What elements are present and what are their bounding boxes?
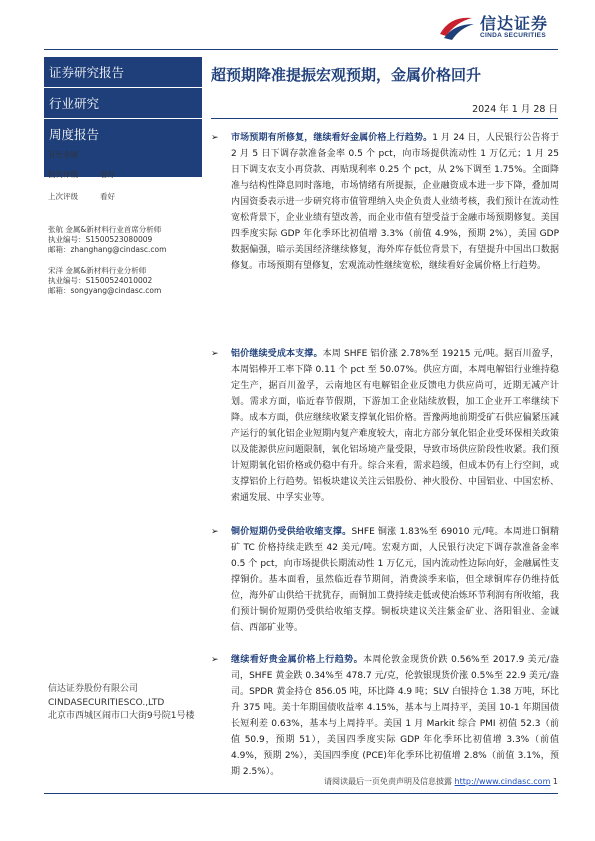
bullet-point <box>211 652 559 780</box>
previous-rating-value: 看好 <box>100 192 115 201</box>
footer-rule <box>44 793 558 794</box>
cinda-logo <box>436 10 586 44</box>
bullet-body: SHFE 铜涨 1.83%至 69010 元/吨。本周进口铜精矿 TC 价格持续走跌至 42 美元/吨。宏观方面，人民银行决定下调存款准备金率 0.5 个 pct，向市场提供长期流动性 1 万亿元，国内流动性边际向好，金融属性支撑铜价。基本面看，虽然临近春节期间，消费淡季来临，但全球铜库存仍维持低位，海外矿山供给干扰犹存，而铜加工费持续走低或使冶炼环节利润有所收缩，我们预计铜价短期仍受供给收缩支撑。铜板块建议关注紫金矿业、洛阳钼业、金诚信、西部矿业等。 <box>231 527 559 633</box>
report-category: 证券研究报告 <box>49 65 125 80</box>
bullet-heading: 铜价短期仍受供给收缩支撑。 <box>231 527 352 537</box>
bullet-paragraph <box>231 652 559 780</box>
company-name: 信达证券股份有限公司 <box>48 684 139 694</box>
analyst-email[interactable]: 邮箱：zhanghang@cindasc.com <box>48 245 167 254</box>
cinda-logo-mark-icon <box>436 12 476 42</box>
company-address: 北京市西城区闹市口大街9号院1号楼 <box>48 711 195 722</box>
bullet-body: 1 月 24 日，人民银行公告将于 2 月 5 日下调存款准备金率 0.5 个 pct，向市场提供流动性 1 万亿元；1 月 25 日下调支农支小再贷款、再贴现利率 0.25 个 pct，从 2%下调至 1.75%。全面降准与结构性降息同时落地，市场情绪有所提振，企业融资成本进一步下降，叠加周内国资委表示进一步研究将市值管理纳入央企负责人业绩考核，我们预计在流动性宽松背景下，企业业绩有望改善，而企业市值有望受益于金融市场预期修复。美国四季度实际 GDP 年化季环比初值增 3.3%（前值 4.9%，预期 2%），美国 GDP 数据偏强，暗示美国经济继续修复，海外库存低位背景下，有望提升中国出口数据修复。市场预期有望修复，宏观流动性继续宽松，继续看好金属价格上行趋势。 <box>231 133 559 271</box>
analyst-name-title: 宋洋 金属&新材料行业分析师 <box>48 266 147 275</box>
analyst-license: 执业编号：S1500523080009 <box>48 235 153 244</box>
analyst-email[interactable]: 邮箱：songyang@cindasc.com <box>48 286 162 295</box>
report-frequency: 周度报告 <box>49 127 100 142</box>
analyst-card <box>48 266 208 296</box>
disclaimer-text: 请阅读最后一页免责声明及信息披露 <box>324 777 455 786</box>
report-date: 2024 年 1 月 28 日 <box>472 104 558 115</box>
bullet-paragraph <box>231 346 559 506</box>
previous-rating-row <box>48 191 115 202</box>
header-rule <box>44 49 558 50</box>
bullet-paragraph <box>231 524 559 636</box>
bullet-body: 本周 SHFE 铝价涨 2.78%至 19215 元/吨。据百川盈孚，本周铝棒开工率下降 0.11 个 pct 至 50.07%。供应方面，本周电解铝行业维持稳定生产，据百川盈孚，云南地区有电解铝企业反馈电力供应尚可，近期无减产计划。需求方面，临近春节假期，下游加工企业陆续放假，加工企业开工率继续下降。成本方面，供应继续收紧支撑氧化铝价格。晋豫两地前期受矿石供应偏紧压减产运行的氧化铝企业短期内复产难度较大，南北方部分氧化铝企业受环保相关政策以及能源供应问题限制，氧化铝场境产量受限，导致市场供应阶段性收紧。我们预计短期氧化铝价格或仍稳中有升。综合来看，需求趋缓，但成本仍有上行空间，或支撑铝价上行趋势。铝板块建议关注云铝股份、神火股份、中国铝业、中国宏桥、索通发展、中孚实业等。 <box>231 349 559 503</box>
bullet-body: 本周伦敦金现货价跌 0.56%至 2017.9 美元/盎司，SHFE 黄金跌 0.34%至 478.7 元/克，伦敦银现货价涨 0.5%至 22.9 美元/盎司。SPDR 黄金持仓 856.05 吨，环比降 4.9 吨；SLV 白银持仓 1.38 万吨，环比升 375 吨。美十年期国债收益率 4.15%，基本与上周持平，美国 10-1 年期国债长短利差 0.63%，基本与上周持平。美国 1 月 Markit 综合 PMI 初值 52.3（前值 50.9，预期 51），美国四季度实际 GDP 年化季环比初值增 3.3%（前值 4.9%，预期 2%），美国四季度 (PCE)年化季环比初值增 2.8%（前值 3.1%，预期 2.5%）。 <box>231 655 559 777</box>
page-footer <box>324 776 558 787</box>
arrow-bullet-icon: ➢ <box>211 527 219 537</box>
bullet-heading: 铝价继续受成本支撑。 <box>231 349 323 359</box>
previous-rating-label: 上次评级 <box>48 192 78 201</box>
bullet-paragraph <box>231 130 559 274</box>
analyst-license: 执业编号：S1500524010002 <box>48 276 153 285</box>
arrow-bullet-icon: ➢ <box>211 133 219 143</box>
title-rule <box>211 118 558 119</box>
industry-label: 有色金属 <box>48 150 78 159</box>
rating-row <box>48 169 115 180</box>
bullet-point <box>211 346 559 506</box>
rating-label: 投资评级 <box>48 170 78 179</box>
report-title: 超预期降准提振宏观预期，金属价格回升 <box>211 66 482 84</box>
company-name-en: CINDASECURITIESCO.,LTD <box>48 697 165 708</box>
logo-name-cn: 信达证券 <box>480 14 549 33</box>
arrow-bullet-icon: ➢ <box>211 349 219 359</box>
rating-value: 看好 <box>100 170 115 179</box>
bullet-heading: 市场预期有所修复，继续看好金属价格上行趋势。 <box>231 133 433 143</box>
bullet-heading: 继续看好贵金属价格上行趋势。 <box>231 655 363 665</box>
arrow-bullet-icon: ➢ <box>211 655 219 665</box>
analyst-name-title: 张航 金属&新材料行业首席分析师 <box>48 225 162 234</box>
bullet-point <box>211 130 559 274</box>
logo-name-en: CINDA SECURITIES <box>480 32 546 39</box>
page-number: 1 <box>552 777 558 786</box>
report-subcategory: 行业研究 <box>49 96 100 111</box>
bullet-point <box>211 524 559 636</box>
website-link[interactable]: http://www.cindasc.com <box>454 777 551 786</box>
company-info <box>48 683 208 724</box>
analyst-card <box>48 225 208 255</box>
